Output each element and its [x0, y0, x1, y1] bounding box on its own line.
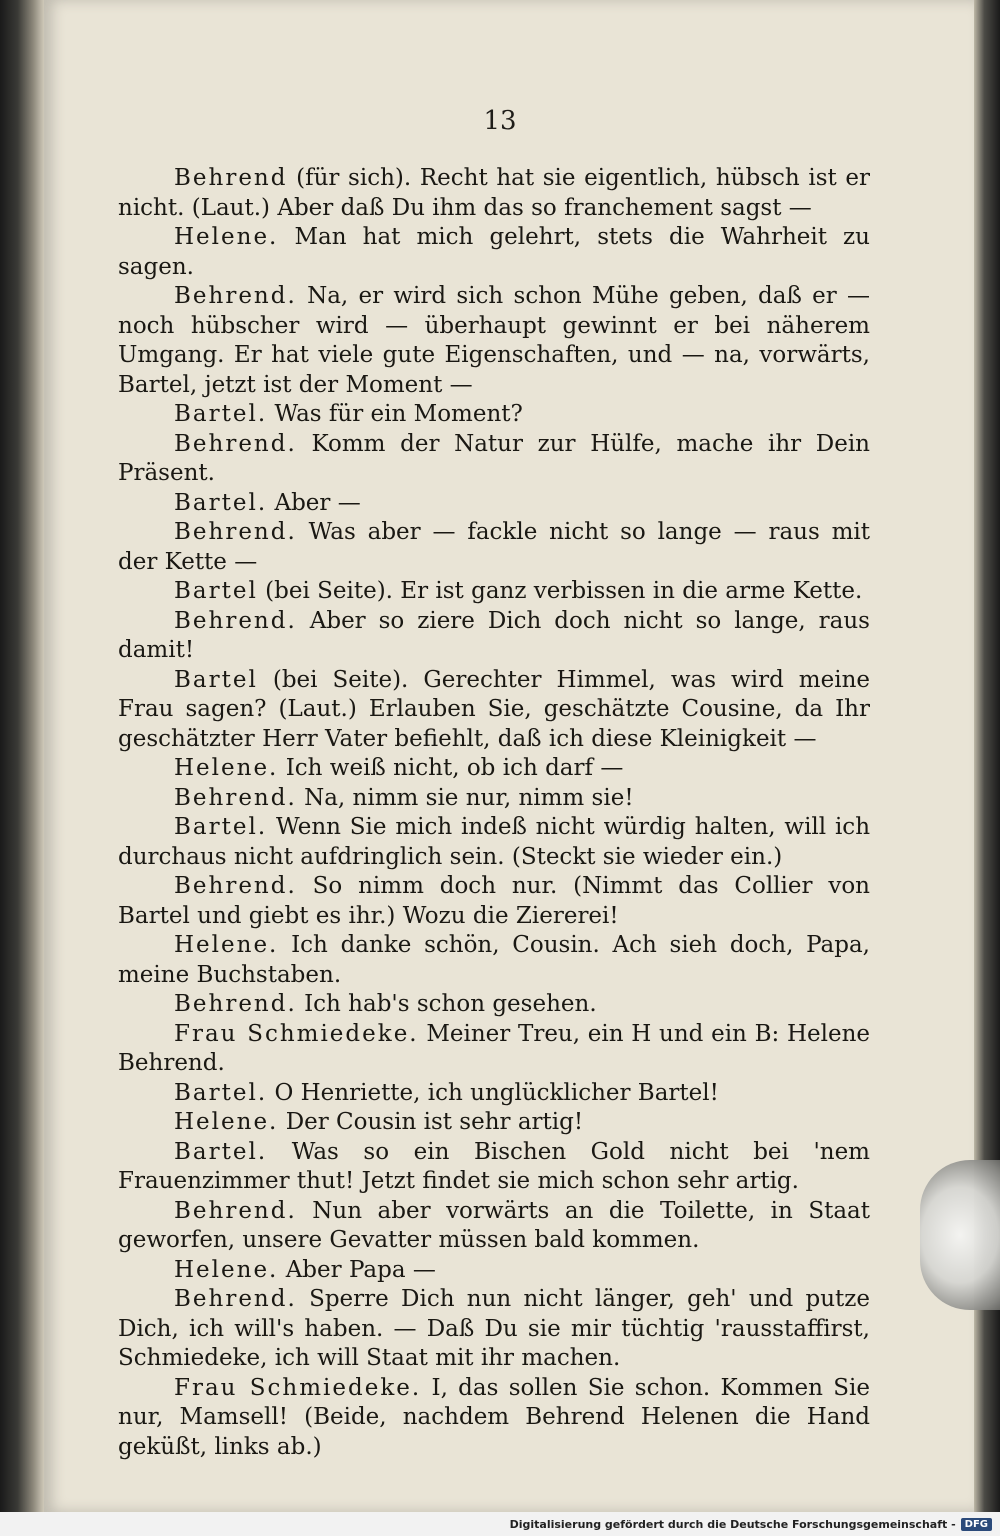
dialogue-text: O Henriette, ich unglücklicher Bartel! [274, 1079, 719, 1106]
play-text [118, 164, 870, 1462]
dialogue-paragraph [118, 666, 870, 755]
page-number: 13 [483, 106, 517, 136]
dialogue-text: Komm der Natur zur Hülfe, mache ihr Dein Präsent. [118, 430, 870, 486]
dialogue-text: Wenn Sie mich indeß nicht würdig halten, will ich durchaus nicht aufdringlich sein. (Steckt sie wieder ein.) [118, 814, 871, 870]
speaker-name: Bartel. [174, 1079, 268, 1106]
dialogue-paragraph [118, 1138, 870, 1197]
dfg-logo: DFG [961, 1518, 992, 1531]
dialogue-paragraph [118, 430, 870, 489]
footer-credit: Digitalisierung gefördert durch die Deutsche Forschungsgemeinschaft - [509, 1517, 956, 1531]
book-binding-left [0, 0, 44, 1512]
speaker-name: Bartel. [174, 489, 268, 516]
dialogue-paragraph [118, 931, 870, 990]
dialogue-paragraph [118, 754, 870, 784]
page-clip [920, 1160, 1000, 1310]
dialogue-text: (bei Seite). Gerechter Himmel, was wird meine Frau sagen? (Laut.) Erlauben Sie, geschätzte Cousine, da Ihr geschätzter Herr Vater befiehlt, daß ich diese Kleinigkeit — [118, 666, 870, 752]
dialogue-paragraph [118, 1108, 870, 1138]
dialogue-text: Sperre Dich nun nicht länger, geh' und putze Dich, ich will's haben. — Daß Du sie mir tüchtig 'rausstaffirst, Schmiedeke, ich will Staat mit ihr machen. [118, 1286, 871, 1371]
speaker-name: Behrend. [174, 283, 297, 309]
digitization-footer [0, 1512, 1000, 1536]
dialogue-text: I, das sollen Sie schon. Kommen Sie nur, Mamsell! (Beide, nachdem Behrend Helenen die Hand geküßt, links ab.) [118, 1374, 870, 1460]
dialogue-paragraph [118, 577, 870, 607]
dialogue-text: Aber — [274, 489, 361, 516]
dialogue-paragraph [118, 164, 870, 223]
speaker-name: Behrend. [174, 430, 297, 457]
dialogue-paragraph [118, 1374, 870, 1463]
speaker-name: Bartel [174, 578, 258, 604]
dialogue-paragraph [118, 1197, 870, 1256]
dialogue-paragraph [118, 1285, 870, 1374]
dialogue-paragraph [118, 489, 870, 519]
dialogue-paragraph [118, 282, 870, 400]
dialogue-paragraph [118, 223, 870, 282]
dialogue-paragraph [118, 990, 870, 1020]
dialogue-text: Was aber — fackle nicht so lange — raus mit der Kette — [118, 519, 871, 575]
dialogue-paragraph [118, 1256, 870, 1286]
speaker-name: Bartel. [174, 1138, 268, 1165]
speaker-name: Bartel [174, 666, 258, 693]
speaker-name: Frau Schmiedeke. [174, 1020, 419, 1047]
speaker-name: Helene. [174, 1256, 279, 1283]
dialogue-paragraph [118, 813, 870, 872]
dialogue-text: Nun aber vorwärts an die Toilette, in Staat geworfen, unsere Gevatter müssen bald kommen. [118, 1197, 870, 1253]
dialogue-paragraph [118, 1079, 870, 1109]
speaker-name: Behrend. [174, 607, 297, 634]
dialogue-text: Was für ein Moment? [274, 401, 523, 427]
speaker-name: Behrend. [174, 519, 297, 545]
speaker-name: Behrend. [174, 1286, 297, 1312]
speaker-name: Bartel. [174, 814, 268, 840]
dialogue-paragraph [118, 607, 870, 666]
dialogue-text: Ich hab's schon gesehen. [304, 991, 597, 1017]
speaker-name: Behrend. [174, 991, 297, 1017]
dialogue-text: Was so ein Bischen Gold nicht bei 'nem Frauenzimmer thut! Jetzt findet sie mich schon sehr artig. [118, 1138, 870, 1194]
speaker-name: Helene. [174, 1109, 279, 1135]
dialogue-text: Man hat mich gelehrt, stets die Wahrheit zu sagen. [118, 224, 870, 280]
dialogue-paragraph [118, 1020, 870, 1079]
dialogue-text: Na, nimm sie nur, nimm sie! [304, 784, 634, 811]
dialogue-text: Aber Papa — [285, 1256, 436, 1283]
dialogue-text: Ich weiß nicht, ob ich darf — [285, 755, 624, 781]
dialogue-text: Na, er wird sich schon Mühe geben, daß er — noch hübscher wird — überhaupt gewinnt er bei näherem Umgang. Er hat viele gute Eigenschaften, und — na, vorwärts, Bartel, jetzt ist der Moment — [118, 283, 871, 398]
dialogue-text: Ich danke schön, Cousin. Ach sieh doch, Papa, meine Buchstaben. [118, 932, 870, 988]
dialogue-paragraph [118, 400, 870, 430]
speaker-name: Behrend. [174, 784, 297, 811]
speaker-name: Helene. [174, 755, 279, 781]
speaker-name: Helene. [174, 932, 279, 958]
speaker-name: Helene. [174, 224, 279, 250]
dialogue-text: Aber so ziere Dich doch nicht so lange, raus damit! [118, 607, 870, 663]
speaker-name: Behrend [174, 165, 288, 191]
speaker-name: Frau Schmiedeke. [174, 1374, 422, 1401]
dialogue-paragraph [118, 784, 870, 814]
dialogue-text: So nimm doch nur. (Nimmt das Collier von Bartel und giebt es ihr.) Wozu die Ziererei! [118, 873, 870, 929]
speaker-name: Bartel. [174, 401, 268, 427]
dialogue-text: Meiner Treu, ein H und ein B: Helene Behrend. [118, 1020, 871, 1076]
dialogue-text: (bei Seite). Er ist ganz verbissen in die arme Kette. [265, 578, 863, 604]
dialogue-text: (für sich). Recht hat sie eigentlich, hübsch ist er nicht. (Laut.) Aber daß Du ihm das so franchement sagst — [118, 165, 870, 221]
speaker-name: Behrend. [174, 873, 297, 899]
speaker-name: Behrend. [174, 1197, 297, 1224]
dialogue-paragraph [118, 872, 870, 931]
dialogue-text: Der Cousin ist sehr artig! [285, 1109, 584, 1135]
dialogue-paragraph [118, 518, 870, 577]
